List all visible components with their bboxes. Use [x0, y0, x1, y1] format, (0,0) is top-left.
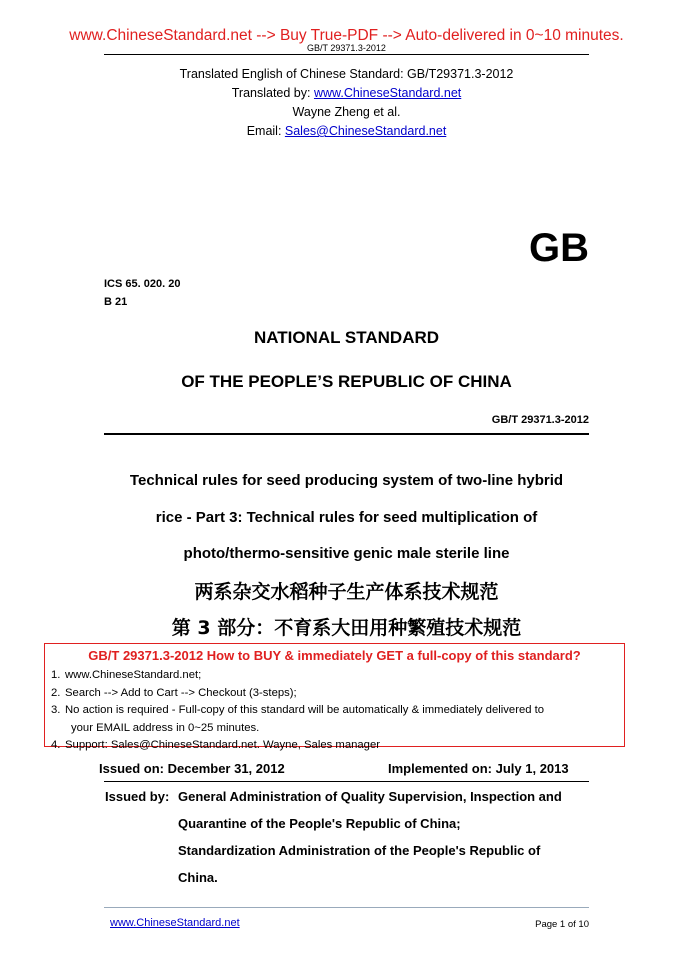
title-rule [104, 433, 589, 435]
issued-by-line-2: Quarantine of the People's Republic of China; [178, 816, 461, 831]
purchase-steps [51, 667, 544, 755]
issue-rule [104, 781, 589, 782]
footer-link[interactable]: www.ChineseStandard.net [110, 917, 240, 929]
purchase-step [51, 667, 544, 685]
purchase-title: GB/T 29371.3-2012 How to BUY & immediately GET a full-copy of this standard? [88, 648, 581, 663]
purchase-step [51, 720, 544, 738]
issued-by-line-3: Standardization Administration of the People's Republic of [178, 843, 541, 858]
purchase-step [51, 685, 544, 703]
step-number: 4. [51, 739, 61, 751]
class-code: B 21 [104, 296, 128, 308]
email-label: Email: [246, 124, 285, 138]
step-number: 3. [51, 704, 61, 716]
translation-line: Translated English of Chinese Standard: GB/T29371.3-2012 [179, 67, 514, 81]
email-link[interactable]: Sales@ChineseStandard.net [284, 124, 447, 138]
purchase-step [51, 737, 544, 755]
purchase-info-box [44, 643, 625, 751]
translated-by [0, 84, 693, 103]
title-en-line-2: rice - Part 3: Technical rules for seed multiplication of [155, 509, 538, 526]
step-number: 1. [51, 669, 61, 681]
title-en-line-1: Technical rules for seed producing system of two-line hybrid [129, 472, 564, 489]
issued-by-line-4: China. [178, 870, 218, 885]
step-text: your EMAIL address in 0~25 minutes. [71, 721, 260, 734]
page-number: Page 1 of 10 [535, 919, 589, 930]
title-zh-line-2: 第 3 部分：不育系大田用种繁殖技术规范 [171, 617, 522, 639]
issued-on: Issued on: December 31, 2012 [99, 761, 285, 776]
header-standard-code: GB/T 29371.3-2012 [307, 43, 386, 53]
country-heading: OF THE PEOPLE’S REPUBLIC OF CHINA [181, 372, 512, 391]
step-text: Support: Sales@ChineseStandard.net. Wayne, Sales manager [65, 739, 380, 751]
issued-by-line-1: General Administration of Quality Supervision, Inspection and [178, 789, 562, 804]
step-text: No action is required - Full-copy of this standard will be automatically & immediately delivered to [65, 704, 545, 716]
email-line [0, 122, 693, 141]
national-standard-heading: NATIONAL STANDARD [253, 328, 440, 347]
gb-mark: GB [529, 226, 589, 270]
translator-link[interactable]: www.ChineseStandard.net [313, 86, 462, 100]
title-en-line-3: photo/thermo-sensitive genic male sterile line [183, 545, 510, 562]
implemented-on: Implemented on: July 1, 2013 [388, 761, 569, 776]
step-text[interactable]: www.ChineseStandard.net; [65, 669, 202, 681]
ics-code: ICS 65. 020. 20 [104, 278, 181, 290]
top-banner[interactable]: www.ChineseStandard.net --> Buy True-PDF --> Auto-delivered in 0~10 minutes. [69, 27, 624, 44]
purchase-step [51, 702, 544, 720]
step-number [51, 720, 65, 738]
step-number: 2. [51, 686, 61, 699]
standard-code: GB/T 29371.3-2012 [491, 414, 589, 426]
title-zh-line-1: 两系杂交水稻种子生产体系技术规范 [194, 581, 499, 603]
step-text: Search --> Add to Cart --> Checkout (3-steps); [65, 686, 297, 699]
footer-rule [104, 907, 589, 908]
translator-names: Wayne Zheng et al. [292, 105, 401, 119]
issued-by-label: Issued by: [105, 789, 170, 804]
header-rule [104, 54, 589, 55]
translated-by-label: Translated by: [231, 86, 314, 100]
